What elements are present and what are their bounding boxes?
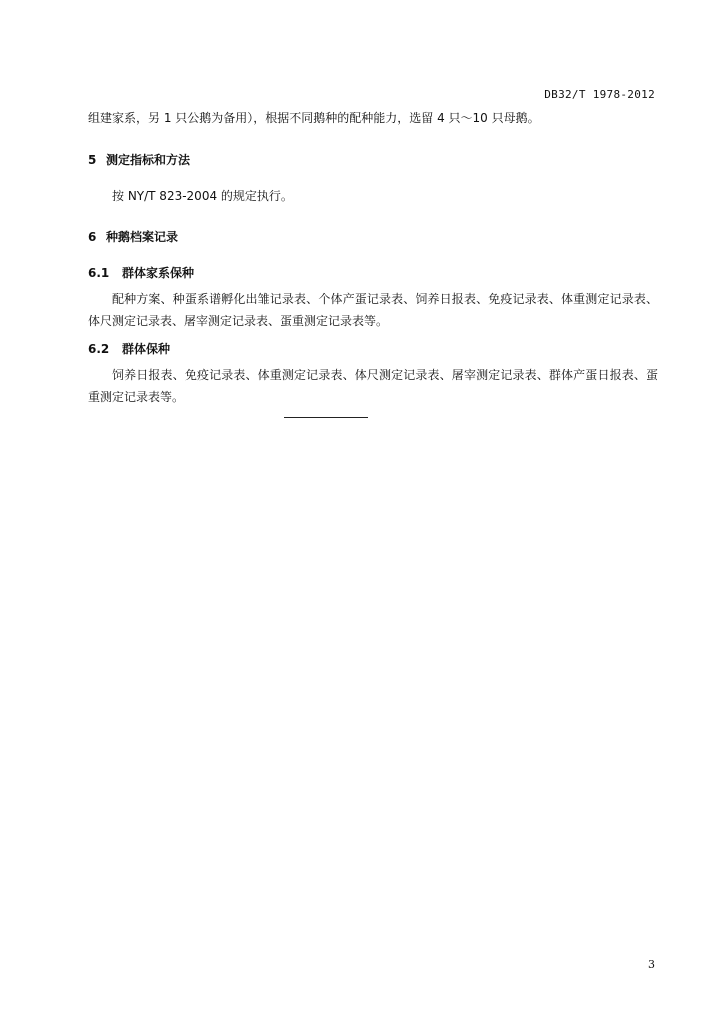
subsection-title: 群体保种 (122, 342, 171, 356)
subsection-6-2-paragraph: 饲养日报表、免疫记录表、体重测定记录表、体尺测定记录表、屠宰测定记录表、群体产蛋日报表、蛋重测定记录表等。 (88, 368, 658, 404)
subsection-number: 6.2 (88, 342, 110, 356)
subsection-number: 6.1 (88, 266, 110, 280)
section-5-paragraph: 按 NY/T 823-2004 的规定执行。 (112, 189, 293, 203)
section-title: 测定指标和方法 (106, 153, 191, 167)
end-of-document-rule (284, 417, 368, 418)
section-heading-5 (88, 151, 190, 168)
subsection-heading-6-2 (88, 340, 170, 357)
document-code: DB32/T 1978-2012 (544, 88, 655, 101)
subsection-title: 群体家系保种 (122, 266, 195, 280)
section-heading-6 (88, 228, 178, 245)
section-number: 6 (88, 230, 97, 244)
section-title: 种鹅档案记录 (106, 230, 179, 244)
subsection-heading-6-1 (88, 264, 194, 281)
subsection-6-1-paragraph: 配种方案、种蛋系谱孵化出雏记录表、个体产蛋记录表、饲养日报表、免疫记录表、体重测定记录表、体尺测定记录表、屠宰测定记录表、蛋重测定记录表等。 (88, 292, 658, 328)
section-number: 5 (88, 153, 97, 167)
continuation-paragraph: 组建家系，另 1 只公鹅为备用），根据不同鹅种的配种能力，选留 4 只～10 只母鹅。 (88, 111, 540, 125)
page-number: 3 (648, 958, 655, 971)
